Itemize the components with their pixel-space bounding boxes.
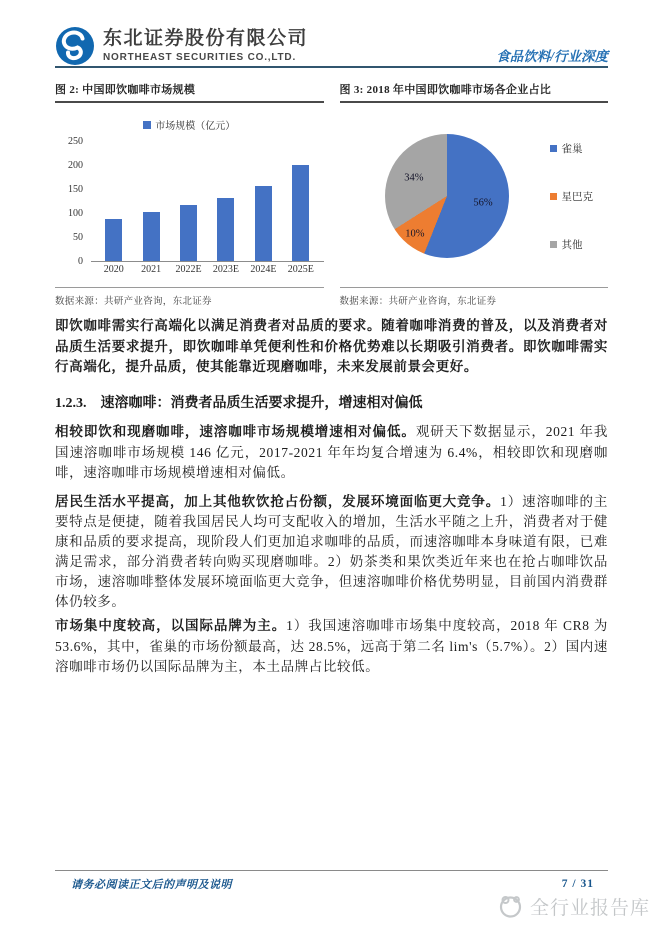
y-tick-label: 0 — [78, 256, 83, 267]
x-axis-labels — [55, 262, 324, 275]
legend-swatch — [550, 193, 557, 200]
paragraph-4-rest: 1）我国速溶咖啡市场集中度较高，2018 年 CR8 为 53.6%，其中，雀巢的市场份额最高，达 28.5%，远高于第二名 lim's（5.7%）。2）国内速溶咖啡市场仍以国际品牌为主，本土品牌占比较低。 — [55, 618, 608, 674]
pie-legend-item — [550, 237, 594, 252]
footer-disclaimer: 请务必阅读正文后的声明及说明 — [71, 879, 232, 891]
legend-swatch — [550, 241, 557, 248]
footer-divider — [55, 870, 608, 871]
y-axis — [61, 136, 91, 267]
bar-2020 — [105, 219, 122, 261]
legend-label: 市场规模（亿元） — [155, 121, 236, 132]
y-tick-label: 100 — [68, 208, 83, 219]
paragraph-4 — [55, 616, 608, 678]
paragraph-summary: 即饮咖啡需实行高端化以满足消费者对品质的要求。随着咖啡消费的普及，以及消费者对品质生活要求提升，即饮咖啡单凭便利性和价格优势难以长期吸引消费者。即饮咖啡需实行高端化，提升品质，使其能靠近现磨咖啡，未来发展前景会更好。 — [55, 318, 608, 374]
header-divider — [55, 66, 608, 68]
legend-label: 其他 — [561, 240, 583, 251]
footer — [55, 876, 608, 892]
paragraph-4-lead: 市场集中度较高，以国际品牌为主。 — [55, 618, 287, 633]
section-title: 速溶咖啡：消费者品质生活要求提升，增速相对偏低 — [100, 396, 423, 411]
paragraph-3 — [55, 492, 608, 612]
company-name-cn: 东北证券股份有限公司 — [103, 28, 309, 50]
bar-chart — [55, 103, 324, 287]
x-tick-label: 2022E — [175, 264, 202, 275]
pie-legend — [550, 141, 594, 252]
watermark — [497, 893, 650, 920]
y-tick-label: 250 — [68, 136, 83, 147]
report-library-logo-icon — [497, 893, 524, 920]
legend-label: 雀巢 — [561, 144, 583, 155]
figure-3-title: 图 3: 2018 年中国即饮咖啡市场各企业占比 — [339, 84, 552, 96]
brand-block — [55, 26, 308, 66]
paragraph-3-lead: 居民生活水平提高，加上其他软饮抢占份额，发展环境面临更大竞争。 — [55, 494, 501, 509]
page-number: 7 / 31 — [561, 878, 594, 890]
pie-legend-item — [550, 141, 594, 156]
bar-plot — [55, 136, 324, 267]
figure-2-source: 数据来源：共研产业咨询，东北证券 — [55, 297, 212, 307]
paragraph-3-rest: 1）速溶咖啡的主要特点是便捷，随着我国居民人均可支配收入的增加，生活水平随之上升，消费者对于健康和品质的要求提高，现阶段人们更加追求咖啡的品质，而速溶咖啡本身味道有限，已难满足需求，部分消费者转向购买现磨咖啡。2）奶茶类和果饮类近年来也在抢占咖啡饮品市场，速溶咖啡整体发展环境面临更大竞争，但速溶咖啡价格优势明显，目前国内消费群体仍较多。 — [55, 494, 608, 609]
y-tick-label: 50 — [73, 232, 83, 243]
section-number: 1.2.3. — [55, 396, 87, 411]
pie-slice-label: 10% — [405, 228, 425, 240]
figure-3-pie-chart — [340, 79, 609, 307]
x-tick-label: 2023E — [212, 264, 240, 275]
bar-2024E — [255, 186, 272, 261]
figure-2-title: 图 2: 中国即饮咖啡市场规模 — [55, 84, 196, 96]
y-tick-label: 150 — [68, 184, 83, 195]
paragraph-2-lead: 相较即饮和现磨咖啡，速溶咖啡市场规模增速相对偏低。 — [55, 424, 416, 439]
legend-label: 星巴克 — [561, 192, 593, 203]
legend-swatch — [550, 145, 557, 152]
report-category-tag: 食品饮料/行业深度 — [496, 49, 608, 64]
brand-text — [103, 29, 308, 63]
figure-3-source: 数据来源：共研产业咨询，东北证券 — [339, 297, 497, 307]
y-tick-label: 200 — [68, 160, 83, 171]
watermark-text: 全行业报告库 — [529, 898, 650, 919]
figure-2-bar-chart — [55, 79, 324, 307]
northeast-securities-logo-icon — [55, 26, 95, 66]
pie-legend-item — [550, 189, 594, 204]
paragraph-2-rest: 观研天下数据显示，2021 年我国速溶咖啡市场规模 146 亿元，2017-2021 年年均复合增速为 6.4%，相较即饮和现磨咖啡，速溶咖啡市场规模增速相对偏低。 — [55, 424, 608, 480]
pie-wrap — [385, 134, 509, 258]
x-tick-label: 2025E — [287, 264, 314, 275]
bar-2022E — [180, 205, 197, 261]
pie-chart — [340, 103, 609, 287]
legend-swatch — [143, 121, 151, 129]
x-tick-label: 2020 — [103, 264, 124, 275]
paragraph-2 — [55, 422, 608, 484]
pie-graphic — [385, 134, 509, 258]
bar-area — [91, 142, 324, 262]
bar-2023E — [217, 198, 234, 261]
pie-slice-label: 34% — [404, 172, 424, 184]
x-tick-label: 2021 — [141, 264, 162, 275]
company-name-en: NORTHEAST SECURITIES CO.,LTD. — [103, 51, 297, 63]
pie-slice-label: 56% — [473, 197, 493, 209]
section-heading — [55, 392, 423, 412]
figures-row — [55, 79, 608, 307]
bar-2021 — [143, 212, 160, 261]
report-header — [55, 22, 608, 66]
x-tick-label: 2024E — [250, 264, 277, 275]
bar-2025E — [292, 165, 309, 261]
bar-chart-legend — [55, 103, 324, 132]
